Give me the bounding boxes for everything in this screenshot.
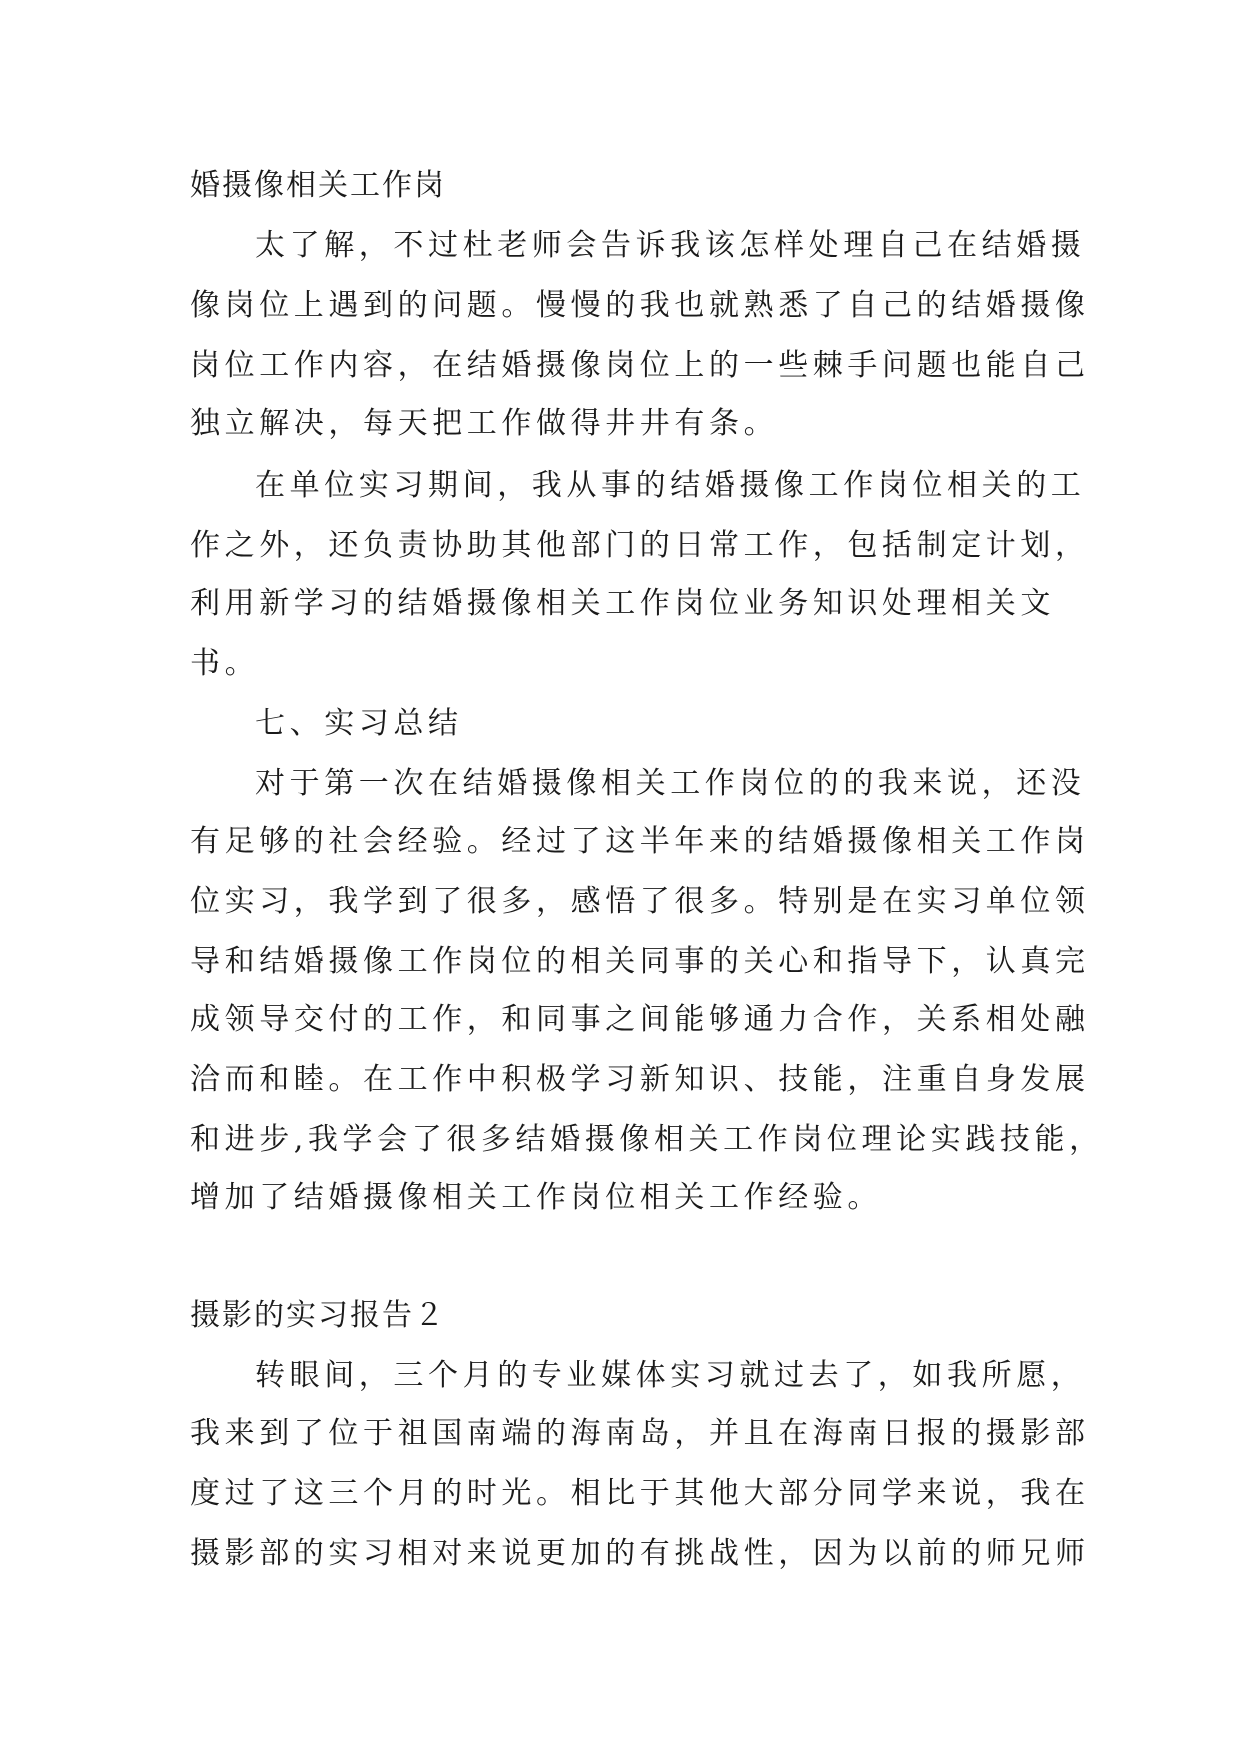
text-line: 摄影部的实习相对来说更加的有挑战性，因为以前的师兄师 — [190, 1536, 1090, 1571]
report-title: 摄影的实习报告２ — [190, 1298, 446, 1333]
text-line: 我来到了位于祖国南端的海南岛，并且在海南日报的摄影部 — [190, 1416, 1090, 1451]
text-line: 增加了结婚摄像相关工作岗位相关工作经验。 — [190, 1180, 882, 1215]
section-heading: 七、实习总结 — [255, 706, 463, 741]
paragraph-first-line: 在单位实习期间，我从事的结婚摄像工作岗位相关的工 — [255, 468, 1086, 503]
text-line: 独立解决，每天把工作做得井井有条。 — [190, 406, 779, 441]
text-line: 度过了这三个月的时光。相比于其他大部分同学来说，我在 — [190, 1476, 1090, 1511]
text-line: 和进步,我学会了很多结婚摄像相关工作岗位理论实践技能， — [190, 1122, 1104, 1157]
paragraph-first-line: 太了解，不过杜老师会告诉我该怎样处理自己在结婚摄 — [255, 228, 1086, 263]
text-line: 位实习，我学到了很多，感悟了很多。特别是在实习单位领 — [190, 884, 1090, 919]
text-line: 像岗位上遇到的问题。慢慢的我也就熟悉了自己的结婚摄像 — [190, 288, 1090, 323]
text-line: 成领导交付的工作，和同事之间能够通力合作，关系相处融 — [190, 1002, 1090, 1037]
text-line: 利用新学习的结婚摄像相关工作岗位业务知识处理相关文 — [190, 586, 1055, 621]
text-line: 书。 — [190, 646, 260, 681]
text-line: 婚摄像相关工作岗 — [190, 168, 446, 203]
text-line: 有足够的社会经验。经过了这半年来的结婚摄像相关工作岗 — [190, 824, 1090, 859]
text-line: 导和结婚摄像工作岗位的相关同事的关心和指导下，认真完 — [190, 944, 1090, 979]
text-line: 洽而和睦。在工作中积极学习新知识、技能，注重自身发展 — [190, 1062, 1090, 1097]
text-line: 岗位工作内容，在结婚摄像岗位上的一些棘手问题也能自己 — [190, 348, 1090, 383]
text-line: 作之外，还负责协助其他部门的日常工作，包括制定计划， — [190, 528, 1090, 563]
paragraph-first-line: 转眼间，三个月的专业媒体实习就过去了，如我所愿， — [255, 1358, 1086, 1393]
paragraph-first-line: 对于第一次在结婚摄像相关工作岗位的的我来说，还没 — [255, 766, 1086, 801]
